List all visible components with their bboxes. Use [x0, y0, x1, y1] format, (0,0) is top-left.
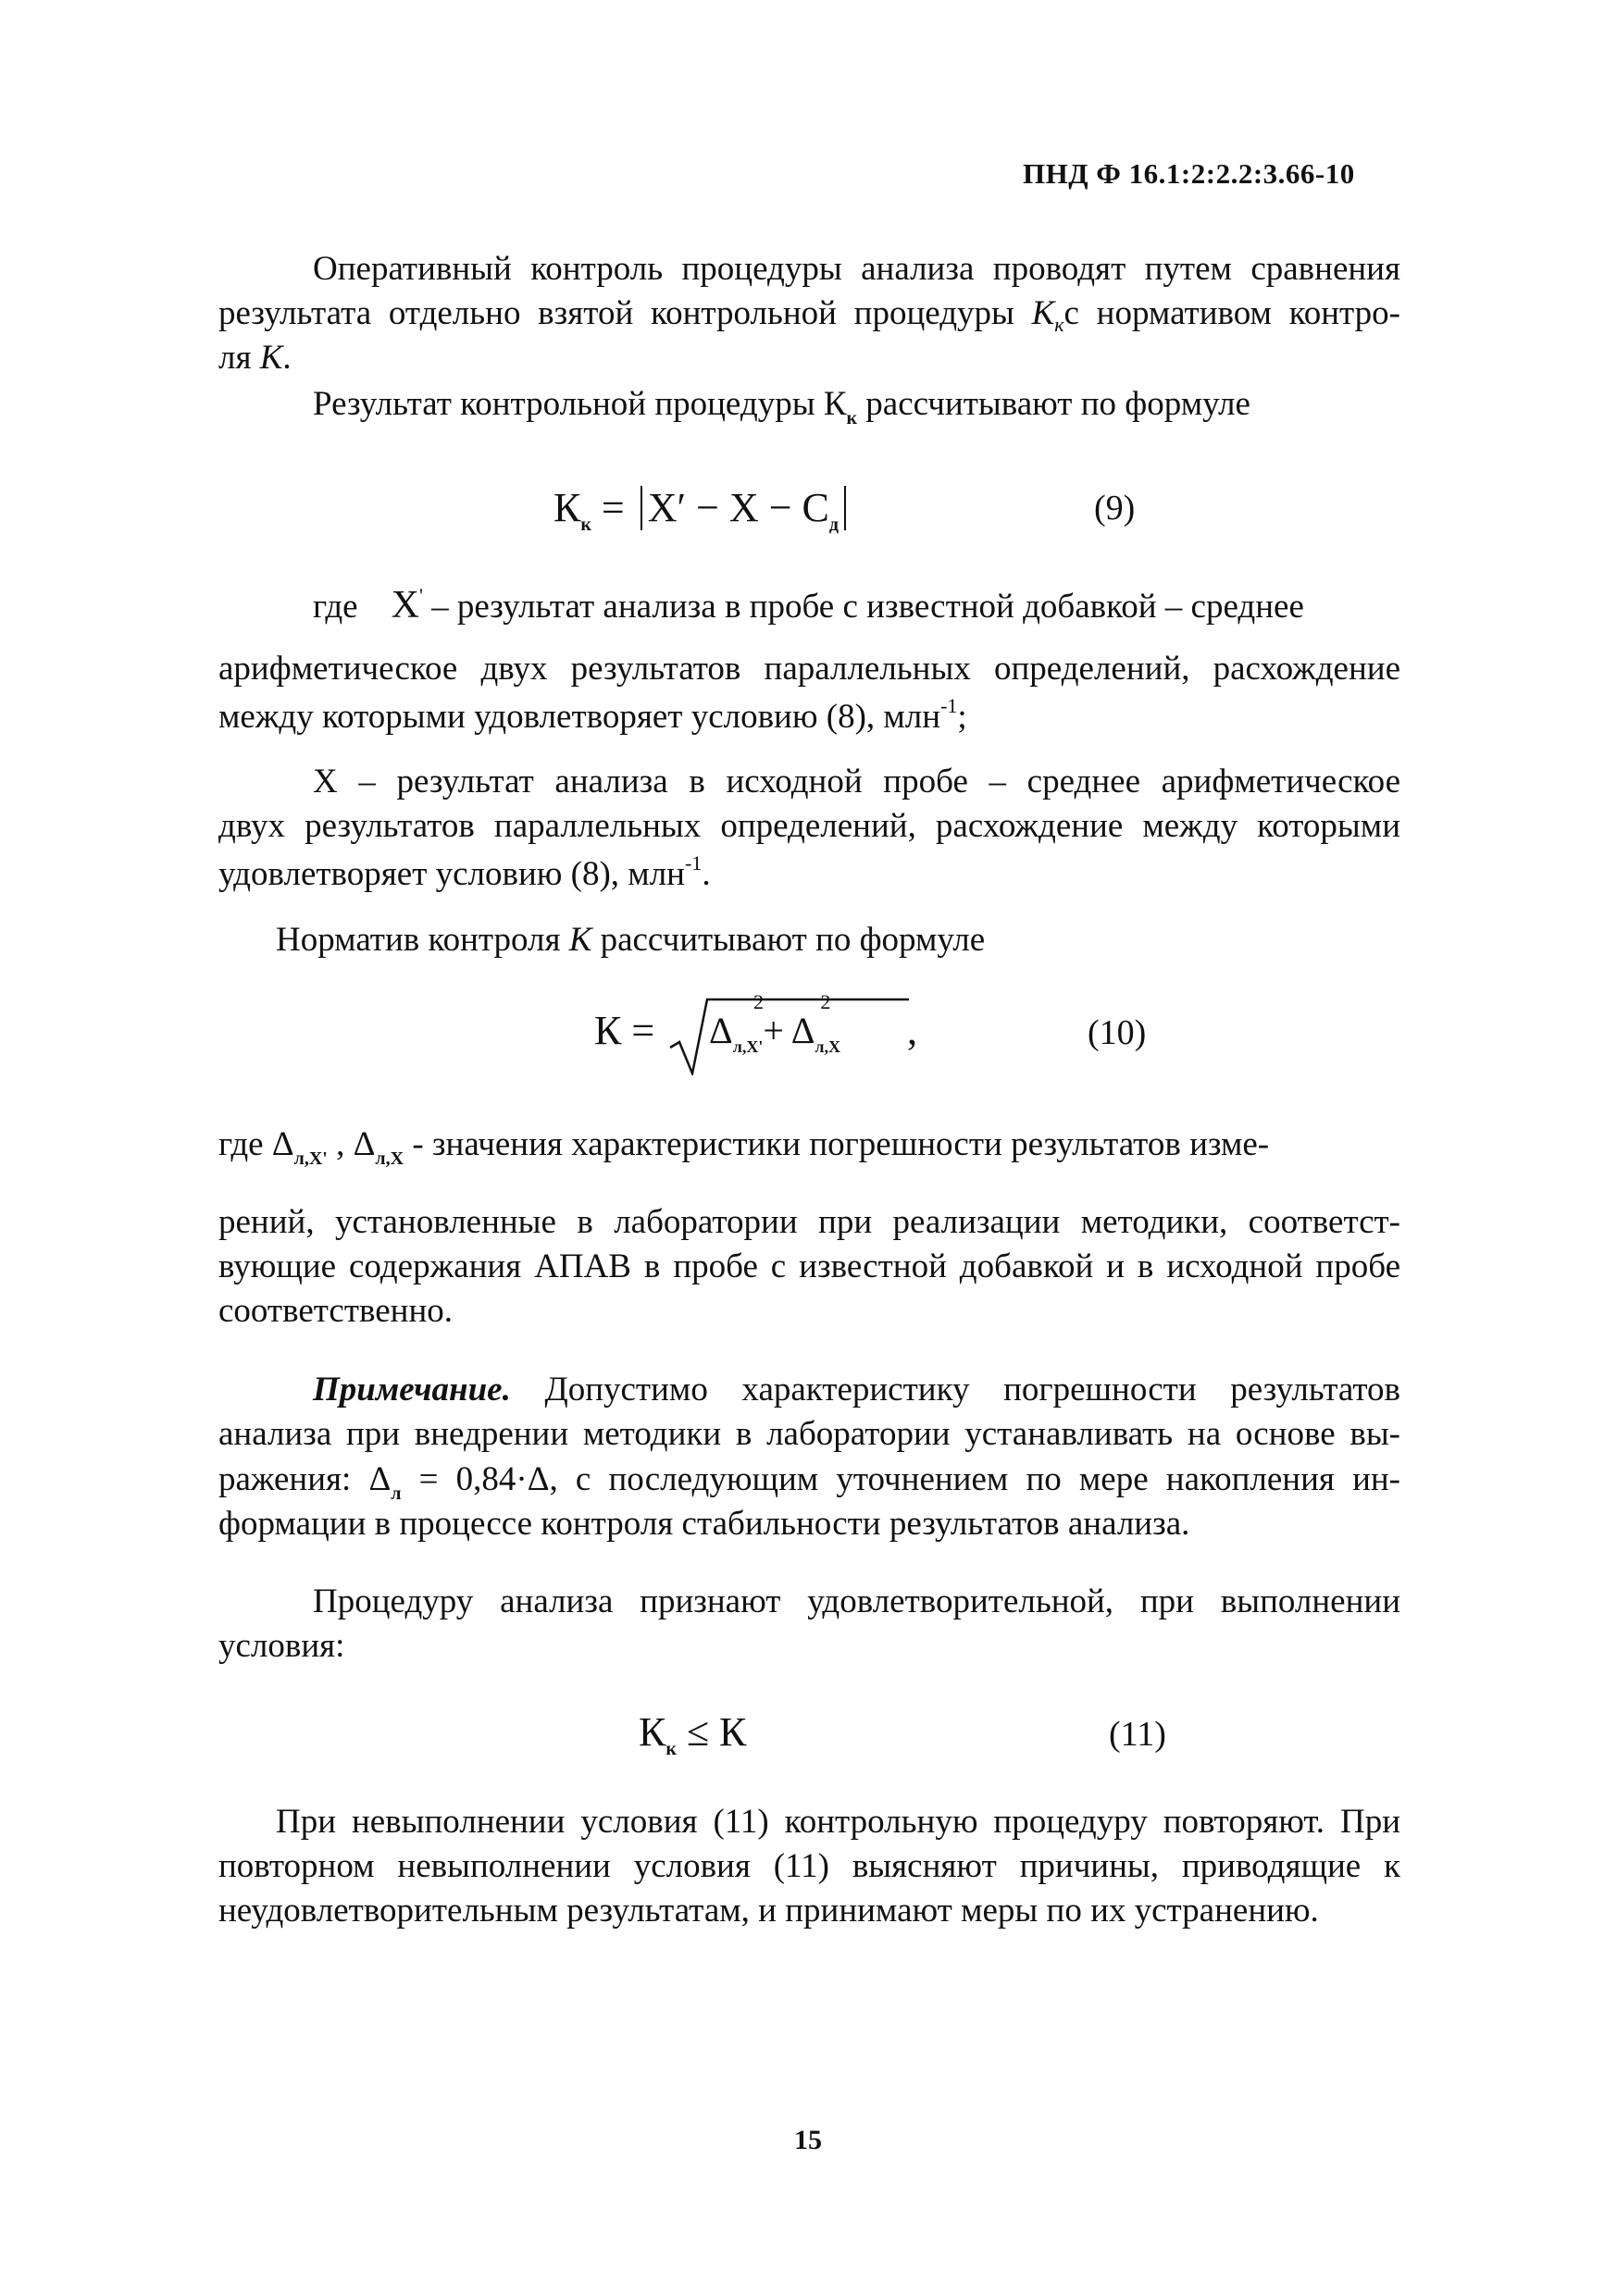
equation-11: $К_к \le К$ — [639, 1709, 747, 1759]
paragraph-3: Норматив контроля К рассчитывают по формуле — [276, 921, 986, 959]
paragraph-1-line-2 — [218, 296, 1400, 335]
equation-10-comma: , — [907, 1008, 917, 1053]
page-number: 15 — [794, 2125, 822, 2155]
equation-11-number: (11) — [1109, 1715, 1166, 1754]
where-1-line-1: где X' – результат анализа в пробе с известной добавкой – среднее — [313, 584, 1304, 627]
note-line-2: анализа при внедрении методики в лаборатории устанавливать на основе вы- — [218, 1415, 1400, 1453]
where-2-line-2: двух результатов параллельных определений, расхождение между которыми — [218, 807, 1400, 845]
equation-9: $К_к = X' - X - C_д$ — [554, 486, 852, 534]
abs-bar-right — [844, 486, 846, 530]
paragraph-1-text: результата отдельно взятой контрольной процедуры — [218, 294, 1032, 332]
symbol-k: К — [259, 339, 283, 377]
paragraph-2: Результат контрольной процедуры $К_к$ рассчитывают по формуле — [313, 385, 1250, 428]
note-line-4: формации в процессе контроля стабильности результатов анализа. — [218, 1505, 1190, 1543]
paragraph-5-line-3: неудовлетворительным результатам, и принимают меры по их устранению. — [218, 1892, 1319, 1930]
equation-10-number: (10) — [1088, 1013, 1147, 1052]
paragraph-1-line-1: Оперативный контроль процедуры анализа проводят путем сравнения — [313, 250, 1400, 288]
equation-10-radicand: $\Delta_{л,X'}$ 2 + $\Delta_{л,X}$ 2 — [709, 990, 841, 1056]
equation-10-lhs: К = — [594, 1008, 655, 1053]
symbol-kk: $К_к$ — [1031, 294, 1064, 336]
paragraph-5-line-1: При невыполнении условия (11) контрольную процедуру повторяют. При — [276, 1803, 1400, 1841]
note-label: Примечание. — [313, 1371, 511, 1409]
document-header: ПНД Ф 16.1:2:2.2:3.66-10 — [1023, 157, 1355, 190]
where-1-line-2: арифметическое двух результатов параллельных определений, расхождение — [218, 650, 1400, 688]
where-3-line-1: где $\Delta_{л,X'}$ , $\Delta_{л,X}$ - значения характеристики погрешности результатов изме- — [218, 1125, 1270, 1169]
paragraph-1-line-3: ля К. — [218, 339, 292, 377]
note-line-3: ражения: $\Delta_л = 0,84\cdot\Delta$, с последующим уточнением по мере накопления ин- — [218, 1460, 1400, 1504]
where-3-line-4: соответственно. — [218, 1292, 454, 1330]
paragraph-1-text-end: с нормативом контро- — [1063, 294, 1400, 332]
where-2-line-1: X – результат анализа в исходной пробе – среднее арифметическое — [313, 763, 1400, 800]
symbol-kk-plain: $К_к$ — [823, 385, 858, 428]
where-2-line-3: удовлетворяет условию (8), млн$^{-1}$. — [218, 851, 711, 893]
where-3-line-3: вующие содержания АПАВ в пробе с известной добавкой и в исходной пробе — [218, 1247, 1400, 1285]
equation-9-number: (9) — [1094, 489, 1136, 527]
paragraph-5-line-2: повторном невыполнении условия (11) выясняют причины, приводящие к — [218, 1847, 1400, 1885]
where-3-line-2: рений, установленные в лаборатории при реализации методики, соответст- — [218, 1203, 1400, 1241]
paragraph-4-line-2: условия: — [218, 1627, 345, 1665]
paragraph-4-line-1: Процедуру анализа признают удовлетворительной, при выполнении — [313, 1582, 1400, 1620]
equation-10-sqrt — [666, 992, 926, 1075]
abs-bar-left — [641, 486, 642, 530]
where-1-line-3: между которыми удовлетворяет условию (8), млн$^{-1}$; — [218, 694, 967, 736]
note-line-1: Примечание. Допустимо характеристику погрешности результатов — [313, 1371, 1400, 1409]
